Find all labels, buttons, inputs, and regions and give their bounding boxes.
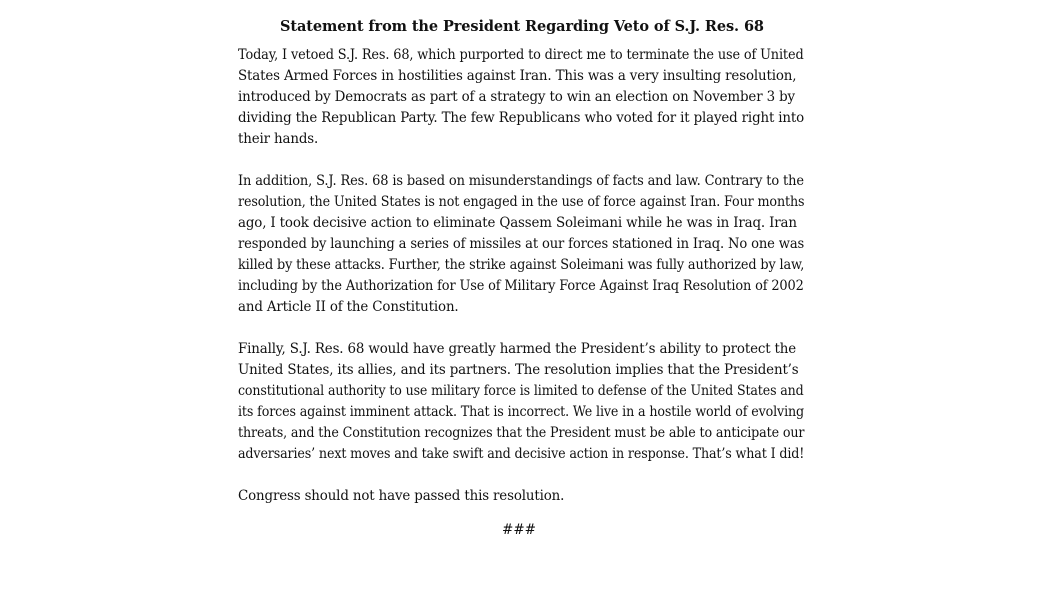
paragraph-line: adversaries’ next moves and take swift and decisive action in response. That’s what I did!: [238, 446, 805, 462]
paragraph-line: Finally, S.J. Res. 68 would have greatly harmed the President’s ability to protect the: [238, 341, 797, 357]
paragraph-presidential-authority: [238, 339, 808, 465]
paragraph-line: resolution, the United States is not engaged in the use of force against Iran. Four months: [238, 194, 805, 210]
paragraph-line: responded by launching a series of missiles at our forces stationed in Iraq. No one was: [238, 236, 805, 252]
paragraph-line: killed by these attacks. Further, the strike against Soleimani was fully authorized by law,: [238, 257, 805, 273]
paragraph-closing: [238, 486, 808, 507]
paragraph-line: Today, I vetoed S.J. Res. 68, which purported to direct me to terminate the use of United: [238, 47, 804, 63]
end-of-statement-mark: ###: [502, 522, 536, 538]
paragraph-line: constitutional authority to use military force is limited to defense of the United States and: [238, 383, 804, 399]
paragraph-line: its forces against imminent attack. That is incorrect. We live in a hostile world of evolving: [238, 404, 805, 420]
paragraph-facts-and-law: [238, 171, 808, 318]
paragraph-line: including by the Authorization for Use of Military Force Against Iraq Resolution of 2002: [238, 278, 804, 294]
document-title: Statement from the President Regarding Veto of S.J. Res. 68: [280, 18, 764, 35]
paragraph-line: dividing the Republican Party. The few Republicans who voted for it played right into: [238, 110, 805, 126]
paragraph-line: their hands.: [238, 131, 319, 147]
paragraph-line: ago, I took decisive action to eliminate Qassem Soleimani while he was in Iraq. Iran: [238, 215, 797, 231]
paragraph-line: States Armed Forces in hostilities against Iran. This was a very insulting resolution,: [238, 68, 797, 84]
paragraph-veto-announcement: [238, 45, 808, 150]
paragraph-line: United States, its allies, and its partners. The resolution implies that the President’s: [238, 362, 799, 378]
paragraph-line: and Article II of the Constitution.: [238, 299, 459, 315]
paragraph-line: In addition, S.J. Res. 68 is based on misunderstandings of facts and law. Contrary to the: [238, 173, 804, 189]
paragraph-line: Congress should not have passed this resolution.: [238, 488, 565, 504]
paragraph-line: introduced by Democrats as part of a strategy to win an election on November 3 by: [238, 89, 795, 105]
statement-document: [238, 16, 808, 541]
paragraph-line: threats, and the Constitution recognizes that the President must be able to anticipate our: [238, 425, 805, 441]
